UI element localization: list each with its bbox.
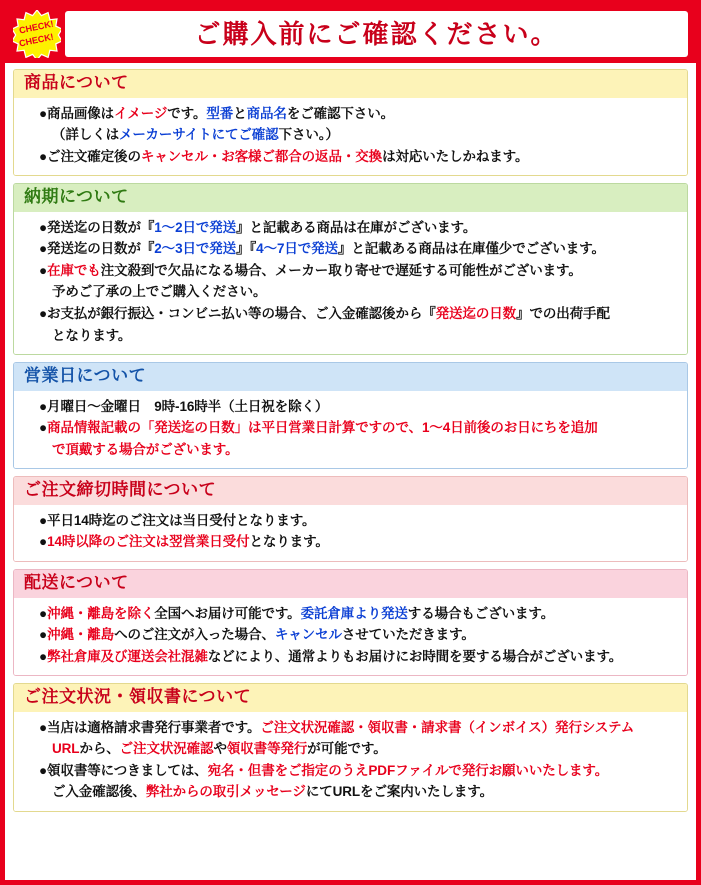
section-body — [14, 505, 687, 561]
notice-list — [24, 718, 677, 803]
notice-list — [24, 604, 677, 668]
text-segment: ご注文状況確認 — [119, 741, 214, 757]
notice-section — [13, 569, 688, 676]
list-item — [24, 326, 677, 347]
page-header — [5, 5, 696, 63]
text-segment: が可能です。 — [307, 741, 387, 757]
text-segment: ●発送迄の日数が『 — [39, 219, 155, 235]
text-segment: する場合もございます。 — [407, 605, 555, 621]
text-segment: 商品情報記載の「発送迄の日数」は平日営業日計算ですので、1～4日前後のお日にちを追加 — [47, 420, 598, 436]
text-segment: と — [233, 105, 247, 121]
text-segment: ●商品画像は — [39, 105, 115, 121]
text-segment: 在庫僅少でございます。 — [458, 241, 605, 257]
text-segment: へのご注文が入った場合、 — [114, 627, 275, 643]
list-item — [24, 739, 677, 760]
section-body — [14, 98, 687, 176]
text-segment: 2～3日で発送 — [154, 241, 237, 257]
text-segment: で頂戴する場合がございます。 — [52, 441, 239, 457]
text-segment: キャンセル・お客様ご都合の返品・交換 — [140, 148, 383, 164]
text-segment: 4～7日で発送 — [256, 241, 338, 257]
text-segment: 沖縄・離島を除く — [47, 605, 155, 621]
text-segment: 型番 — [206, 105, 234, 121]
text-segment: ● — [39, 262, 48, 278]
text-segment: ● — [39, 534, 48, 550]
text-segment: 』と記載ある商品は — [337, 241, 459, 257]
list-item — [24, 239, 677, 260]
text-segment: 商品名 — [246, 105, 287, 121]
text-segment: にてURLをご案内いたします。 — [305, 784, 493, 800]
text-segment: となります。 — [249, 534, 329, 550]
section-heading: 商品について — [14, 70, 687, 98]
notice-section — [13, 362, 688, 469]
list-item — [24, 647, 677, 668]
text-segment: 1～2日で発送 — [154, 219, 237, 235]
list-item — [24, 782, 677, 803]
text-segment: ご注文状況確認・領収書・請求書（インボイス）発行システム — [260, 719, 635, 735]
notice-section — [13, 183, 688, 355]
text-segment: 』での出荷手配 — [516, 305, 610, 321]
list-item — [24, 604, 677, 625]
text-segment: ご入金確認後、 — [52, 784, 146, 800]
page-title: ご購入前にご確認ください。 — [194, 19, 559, 49]
text-segment: ●当店は適格請求書発行事業者です。 — [39, 719, 261, 735]
list-item — [24, 282, 677, 303]
text-segment: 在庫でも — [47, 262, 101, 278]
text-segment: ●発送迄の日数が『 — [39, 241, 155, 257]
text-segment: や — [213, 741, 227, 757]
notice-list — [24, 511, 677, 553]
text-segment: ●領収書等につきましては、 — [39, 762, 208, 778]
list-item — [24, 104, 677, 125]
list-item — [24, 261, 677, 282]
text-segment: させていただきます。 — [341, 627, 475, 643]
list-item — [24, 397, 677, 418]
text-segment: 14時以降のご注文は翌営業日受付 — [47, 534, 250, 550]
list-item — [24, 511, 677, 532]
text-segment: ● — [39, 605, 48, 621]
text-segment: ●月曜日～金曜日 9時-16時半（土日祝を除く） — [39, 398, 329, 414]
text-segment: ● — [39, 627, 48, 643]
text-segment: 下さい。） — [278, 127, 339, 143]
list-item — [24, 625, 677, 646]
text-segment: （詳しくは — [52, 127, 119, 143]
section-heading: 納期について — [14, 184, 687, 212]
text-segment: 発送迄の日数 — [435, 305, 517, 321]
text-segment: は対応いたしかねます。 — [382, 148, 529, 164]
notice-section — [13, 683, 688, 812]
text-segment: 在庫がございます。 — [356, 219, 477, 235]
text-segment: 予めご了承の上でご購入ください。 — [52, 284, 267, 300]
text-segment: となります。 — [236, 512, 316, 528]
text-segment: 当日受付 — [182, 512, 237, 528]
list-item — [24, 440, 677, 461]
list-item — [24, 761, 677, 782]
list-item — [24, 125, 677, 146]
text-segment: ● — [39, 648, 48, 664]
text-segment: です。 — [167, 105, 207, 121]
notice-list — [24, 218, 677, 346]
notice-list — [24, 104, 677, 168]
text-segment: 委託倉庫より発送 — [300, 605, 408, 621]
text-segment: をご確認下さい。 — [286, 105, 395, 121]
text-segment: 』と記載ある商品は — [236, 219, 357, 235]
text-segment: ● — [39, 420, 48, 436]
text-segment: 弊社倉庫及び運送会社混雑 — [47, 648, 208, 664]
check-badge-line2: CHECK! — [18, 31, 55, 49]
text-segment: 沖縄・離島 — [47, 627, 115, 643]
notice-list — [24, 397, 677, 461]
check-badge-icon — [11, 9, 63, 59]
text-segment: ●平日14時迄のご注文は — [39, 512, 183, 528]
text-segment: 宛名・但書をご指定のうえPDFファイルで発行お願いいたします。 — [207, 762, 609, 778]
text-segment: から、 — [79, 741, 120, 757]
text-segment: キャンセル — [274, 627, 342, 643]
text-segment: となります。 — [52, 327, 132, 343]
text-segment: 領収書等発行 — [226, 741, 308, 757]
section-heading: 営業日について — [14, 363, 687, 391]
text-segment: 』『 — [236, 241, 257, 257]
notice-section — [13, 69, 688, 176]
list-item — [24, 718, 677, 739]
text-segment: イメージ — [114, 105, 168, 121]
section-body — [14, 212, 687, 354]
section-heading: 配送について — [14, 570, 687, 598]
page-title-box — [65, 11, 688, 57]
text-segment: 全国へお届け可能です。 — [154, 605, 301, 621]
list-item — [24, 218, 677, 239]
section-heading: ご注文締切時間について — [14, 477, 687, 505]
list-item — [24, 147, 677, 168]
section-body — [14, 712, 687, 811]
text-segment: 弊社からの取引メッセージ — [145, 784, 306, 800]
list-item — [24, 304, 677, 325]
sections-container — [5, 63, 696, 820]
text-segment: メーカーサイトにてご確認 — [119, 127, 279, 143]
check-badge-line1: CHECK! — [18, 18, 55, 36]
section-heading: ご注文状況・領収書について — [14, 684, 687, 712]
section-body — [14, 598, 687, 676]
text-segment: ●お支払が銀行振込・コンビニ払い等の場合、ご入金確認後から『 — [39, 305, 436, 321]
notice-section — [13, 476, 688, 562]
list-item — [24, 418, 677, 439]
list-item — [24, 532, 677, 553]
text-segment: などにより、通常よりもお届けにお時間を要する場合がございます。 — [207, 648, 623, 664]
text-segment: 注文殺到で欠品になる場合、メーカー取り寄せで遅延する可能性がございます。 — [100, 262, 582, 278]
text-segment: ●ご注文確定後の — [39, 148, 141, 164]
text-segment: URL — [52, 741, 80, 757]
section-body — [14, 391, 687, 469]
